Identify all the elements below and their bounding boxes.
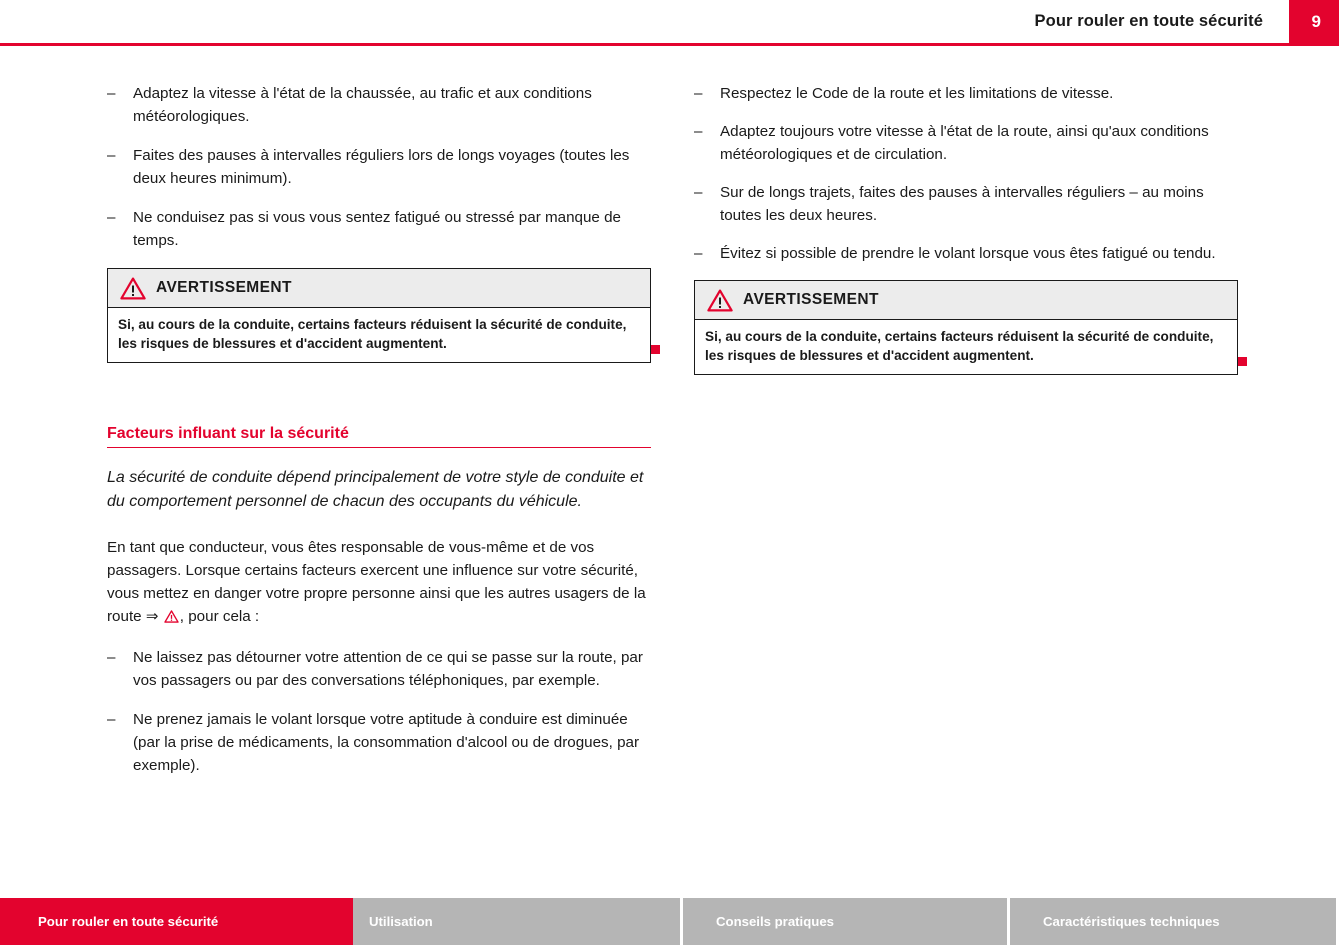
warning-header bbox=[695, 281, 1237, 320]
list-item bbox=[107, 144, 651, 190]
section-title: Facteurs influant sur la sécurité bbox=[107, 425, 651, 448]
page-title: Pour rouler en toute sécurité bbox=[1034, 12, 1263, 30]
list-item bbox=[107, 646, 651, 692]
section-bullet-list bbox=[107, 646, 651, 777]
page-number: 9 bbox=[1311, 12, 1321, 31]
header-rule bbox=[0, 43, 1339, 46]
footer-tab-securite[interactable] bbox=[0, 898, 353, 945]
list-item bbox=[107, 206, 651, 252]
list-item-text: Évitez si possible de prendre le volant lorsque vous êtes fatigué ou tendu. bbox=[720, 245, 1216, 262]
list-item-text: Ne prenez jamais le volant lorsque votre aptitude à conduire est diminuée (par la prise de médicaments, la consommation d'alcool ou de drogues, par exemple). bbox=[133, 711, 640, 774]
paragraph-text-part2: , pour cela : bbox=[179, 608, 260, 625]
section-facteurs bbox=[107, 425, 651, 777]
footer-tab-label: Pour rouler en toute sécurité bbox=[38, 914, 219, 929]
dash-bullet: – bbox=[107, 147, 116, 164]
footer-tab-label: Caractéristiques techniques bbox=[1043, 914, 1220, 929]
right-column bbox=[694, 82, 1238, 375]
warning-triangle-icon bbox=[120, 277, 146, 300]
warning-box-right bbox=[694, 280, 1238, 375]
list-item-text: Adaptez toujours votre vitesse à l'état de la route, ainsi qu'aux conditions météorologiques et de circulation. bbox=[720, 123, 1209, 163]
end-of-section-marker bbox=[1238, 357, 1247, 366]
warning-text: Si, au cours de la conduite, certains facteurs réduisent la sécurité de conduite, les risques de blessures et d'accident augmentent. bbox=[118, 317, 627, 351]
list-item-text: Respectez le Code de la route et les limitations de vitesse. bbox=[720, 85, 1114, 102]
footer-tab-utilisation[interactable] bbox=[353, 898, 680, 945]
left-column bbox=[107, 82, 651, 793]
list-item bbox=[694, 242, 1238, 265]
dash-bullet: – bbox=[107, 209, 116, 226]
list-item-text: Ne laissez pas détourner votre attention de ce qui se passe sur la route, par vos passagers ou par des conversations téléphoniques, par exemple. bbox=[133, 649, 643, 689]
list-item-text: Faites des pauses à intervalles réguliers lors de longs voyages (toutes les deux heures minimum). bbox=[133, 147, 630, 187]
warning-title: AVERTISSEMENT bbox=[156, 279, 292, 296]
list-item-text: Ne conduisez pas si vous vous sentez fatigué ou stressé par manque de temps. bbox=[133, 209, 621, 249]
dash-bullet: – bbox=[694, 85, 703, 102]
footer-tab-label: Utilisation bbox=[369, 914, 433, 929]
list-item bbox=[107, 82, 651, 128]
warning-triangle-icon bbox=[164, 610, 179, 623]
list-item bbox=[694, 120, 1238, 166]
dash-bullet: – bbox=[107, 85, 116, 102]
warning-box-left bbox=[107, 268, 651, 363]
warning-text: Si, au cours de la conduite, certains facteurs réduisent la sécurité de conduite, les risques de blessures et d'accident augmentent. bbox=[705, 329, 1214, 363]
footer-tab-label: Conseils pratiques bbox=[716, 914, 834, 929]
list-item bbox=[694, 82, 1238, 105]
list-item-text: Sur de longs trajets, faites des pauses à intervalles réguliers – au moins toutes les deux heures. bbox=[720, 184, 1204, 224]
dash-bullet: – bbox=[694, 245, 703, 262]
warning-triangle-icon bbox=[707, 289, 733, 312]
end-of-section-marker bbox=[651, 345, 660, 354]
dash-bullet: – bbox=[107, 711, 116, 728]
section-paragraph bbox=[107, 536, 651, 628]
page-header bbox=[0, 0, 1339, 46]
footer-tab-conseils[interactable] bbox=[680, 898, 1007, 945]
list-item bbox=[107, 708, 651, 777]
left-bullet-list bbox=[107, 82, 651, 252]
list-item bbox=[694, 181, 1238, 227]
warning-title: AVERTISSEMENT bbox=[743, 291, 879, 308]
dash-bullet: – bbox=[694, 184, 703, 201]
warning-header bbox=[108, 269, 650, 308]
footer-nav bbox=[0, 898, 1339, 945]
section-lead: La sécurité de conduite dépend principalement de votre style de conduite et du comportement personnel de chacun des occupants du véhicule. bbox=[107, 469, 644, 510]
dash-bullet: – bbox=[694, 123, 703, 140]
dash-bullet: – bbox=[107, 649, 116, 666]
footer-tab-caracteristiques[interactable] bbox=[1007, 898, 1336, 945]
paragraph-text-part1: En tant que conducteur, vous êtes responsable de vous-même et de vos passagers. Lorsque certains facteurs exercent une influence sur votre sécurité, vous mettez en danger votre propre personne ainsi que les autres usagers de la route ⇒ bbox=[107, 539, 646, 625]
right-bullet-list bbox=[694, 82, 1238, 265]
list-item-text: Adaptez la vitesse à l'état de la chaussée, au trafic et aux conditions météorologiques. bbox=[133, 85, 592, 125]
